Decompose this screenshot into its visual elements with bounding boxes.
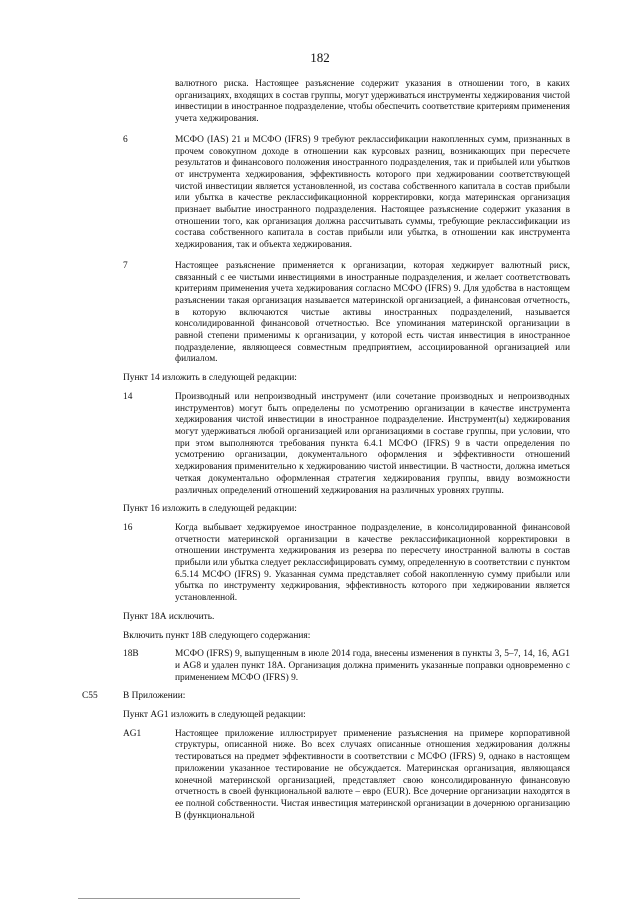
section-c55	[0, 691, 640, 703]
paragraph-16	[0, 523, 640, 605]
paragraph-ag1	[0, 729, 640, 823]
section-text: В Приложении:	[123, 691, 186, 702]
section-code: C55	[82, 691, 98, 702]
paragraph-number: 18B	[123, 649, 139, 660]
page-bottom-rule	[78, 898, 300, 899]
paragraph-text: Производный или непроизводный инструмент (или сочетание производных и непроизводных инструментов) могут быть определены по усмотрению организации в качестве инструмента хеджирования чистой инвестиции в иностранное подразделение. Инструмент(ы) хеджирования могут удерживаться любой организацией или организациями в составе группы, при условии, что при этом выполняются требования пункта 6.4.1 МСФО (IFRS) 9 в части определения по усмотрению организации, документального оформления и эффективности отношений хеджирования применительно к хеджированию чистой инвестиции. В частности, должна иметься четкая документально оформленная стратегия хеджирования группы, ввиду возможности различных определений отношений хеджирования на различных уровнях группы.	[175, 391, 570, 496]
paragraph-6	[0, 135, 640, 252]
paragraph-7	[0, 261, 640, 366]
page-content	[0, 79, 640, 822]
paragraph-text: Настоящее разъяснение применяется к организации, которая хеджирует валютный риск, связанный с ее чистыми инвестициями в иностранные подразделения, и желает соответствовать критериям применения учета хеджирования согласно МСФО (IFRS) 9. Для удобства в настоящем разъяснении такая организация называется материнской организацией, а финансовая отчетность, в которую включаются чистые активы иностранных подразделений, называется консолидированной финансовой отчетностью. Все упоминания материнской организации в равной степени применимы к организации, у которой есть чистая инвестиция в иностранное подразделение, являющееся совместным предприятием, ассоциированной организацией или филиалом.	[175, 260, 570, 365]
paragraph-text: Когда выбывает хеджируемое иностранное подразделение, в консолидированной финансовой отчетности материнской организации в качестве реклассификационной корректировки в отношении инструмента хеджирования из резерва по пересчету иностранной валюты в состав прибыли или убытка следует реклассифицировать сумму, определенную в соответствии с пунктом 6.5.14 МСФО (IFRS) 9. Указанная сумма представляет собой накопленную сумму прибыли или убытка по инструменту хеджирования, эффективность которого при хеджировании является установленной.	[175, 522, 570, 604]
lead-paragraph: валютного риска. Настоящее разъяснение содержит указания в отношении того, в каких организациях, входящих в состав группы, могут удерживаться инструменты хеджирования чистой инвестиции в иностранное подразделение, чтобы обеспечить соответствие критериям применения учета хеджирования.	[175, 79, 570, 125]
paragraph-number: 7	[123, 260, 128, 271]
amendment-instruction-16: Пункт 16 изложить в следующей редакции:	[123, 504, 297, 515]
paragraph-number: 6	[123, 134, 128, 145]
paragraph-14	[0, 392, 640, 497]
paragraph-text: МСФО (IAS) 21 и МСФО (IFRS) 9 требуют реклассификации накопленных сумм, признанных в прочем совокупном доходе в отношении как курсовых разниц, возникающих при пересчете результатов и финансового положения иностранного подразделения, так и прибылей или убытков от инструмента хеджирования, эффективность которого при хеджировании соответствующей чистой инвестиции является установленной, из состава собственного капитала в состав прибыли или убытка в качестве реклассификационной корректировки, когда материнская организация признает выбытие иностранного подразделения. Настоящее разъяснение содержит указания в отношении того, как организация должна рассчитывать суммы, требующие реклассификации из состава собственного капитала в состав прибыли или убытка, в отношении как инструмента хеджирования, так и объекта хеджирования.	[175, 134, 570, 251]
amendment-instruction-ag1: Пункт AG1 изложить в следующей редакции:	[123, 710, 306, 721]
paragraph-number: 16	[123, 522, 133, 533]
paragraph-text: МСФО (IFRS) 9, выпущенным в июле 2014 года, внесены изменения в пункты 3, 5–7, 14, 16, AG1 и AG8 и удален пункт 18А. Организация должна применить указанные поправки одновременно с применением МСФО (IFRS) 9.	[175, 649, 570, 683]
amendment-instruction-18a: Пункт 18А исключить.	[123, 611, 215, 622]
paragraph-number: 14	[123, 391, 133, 402]
amendment-instruction-18b: Включить пункт 18В следующего содержания:	[123, 630, 311, 641]
paragraph-number: AG1	[123, 728, 142, 739]
page-number: 182	[310, 50, 330, 65]
paragraph-text: Настоящее приложение иллюстрирует применение разъяснения на примере корпоративной структуры, описанной ниже. Во всех случаях описанные отношения хеджирования должны тестироваться на предмет эффективности в соответствии с МСФО (IFRS) 9, однако в настоящем приложении указанное тестирование не обсуждается. Материнская организация, являющаяся конечной материнской организацией, представляет свою консолидированную финансовую отчетность в своей функциональной валюте – евро (EUR). Все дочерние организации находятся в ее полной собственности. Чистая инвестиция материнской организации в дочернюю организацию В (функциональной	[175, 728, 570, 821]
paragraph-18b	[0, 649, 640, 684]
amendment-instruction-14: Пункт 14 изложить в следующей редакции:	[123, 373, 297, 384]
